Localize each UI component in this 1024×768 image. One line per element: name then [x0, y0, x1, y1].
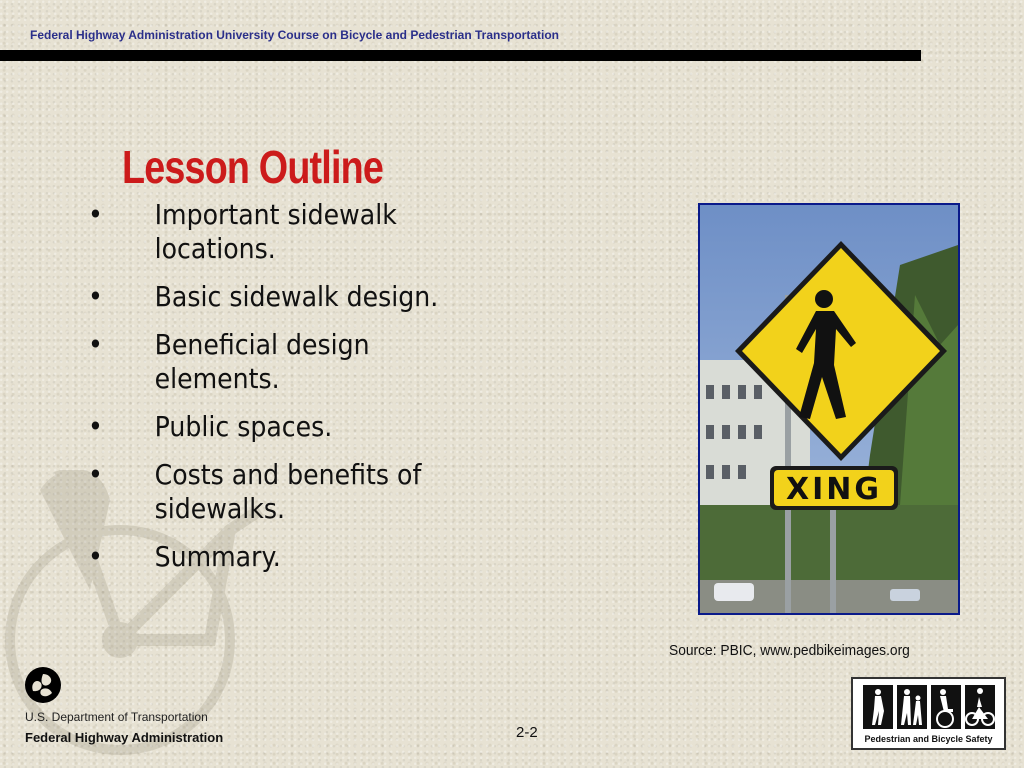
dot-triskelion-icon: [24, 666, 62, 704]
bullet-glyph: •: [88, 540, 103, 573]
bullet-text: Basic sidewalk design.: [154, 280, 439, 313]
ped-bike-safety-logo: [851, 677, 1006, 750]
list-item: [88, 540, 592, 574]
crossing-sign-photo: [698, 203, 960, 615]
list-item: [88, 280, 592, 314]
agency-name: U.S. Department of Transportation: [25, 710, 208, 724]
bullet-glyph: •: [88, 198, 103, 231]
crossing-sign-illustration: [700, 205, 958, 613]
header-rule: [0, 50, 921, 61]
list-item: [88, 198, 592, 266]
bullet-list: [88, 198, 648, 588]
bullet-glyph: •: [88, 280, 103, 313]
bullet-text: Public spaces.: [154, 410, 333, 443]
bullet-glyph: •: [88, 410, 103, 443]
bullet-text: Beneficial design elements.: [154, 328, 370, 395]
pedestrian-bicycle-safety-icon: [853, 681, 1004, 733]
list-item: [88, 410, 592, 444]
bullet-text: Summary.: [154, 540, 281, 573]
bullet-glyph: •: [88, 328, 103, 361]
photo-source: Source: PBIC, www.pedbikeimages.org: [669, 642, 910, 659]
bullet-glyph: •: [88, 458, 103, 491]
header-title: Federal Highway Administration University Course on Bicycle and Pedestrian Transportation: [30, 28, 560, 42]
list-item: [88, 458, 592, 526]
slide-title: Lesson Outline: [122, 141, 383, 193]
list-item: [88, 328, 592, 396]
page-number: 2-2: [516, 724, 538, 741]
agency-subname: Federal Highway Administration: [25, 730, 224, 745]
sign-text: XING: [785, 472, 883, 507]
ped-logo-caption: Pedestrian and Bicycle Safety: [864, 734, 993, 744]
bullet-text: Costs and benefits of sidewalks.: [154, 458, 422, 525]
bullet-text: Important sidewalk locations.: [154, 198, 397, 265]
